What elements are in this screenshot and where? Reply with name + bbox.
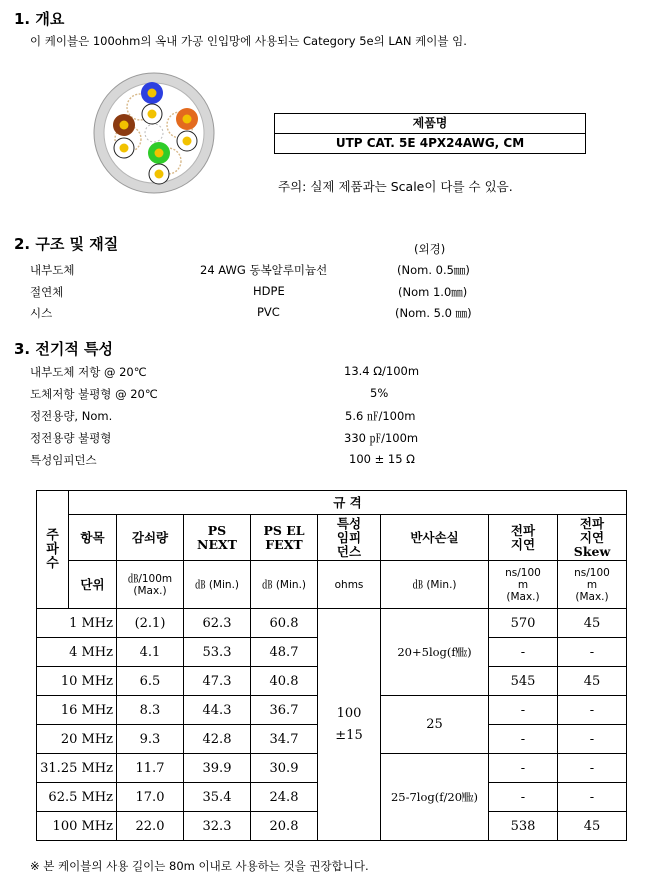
product-name-box bbox=[274, 113, 586, 154]
unit-cell: ohms bbox=[318, 561, 381, 609]
product-name-header: 제품명 bbox=[412, 116, 448, 130]
struct-material: 24 AWG 동복알루미늄선 bbox=[200, 263, 328, 277]
unit-cell: ns/100 m (Max.) bbox=[489, 561, 558, 609]
elec-value: 5.6 ㎋/100m bbox=[345, 409, 416, 423]
skew-cell: - bbox=[558, 696, 627, 725]
freq-cell: 4 MHz bbox=[37, 638, 117, 667]
elec-value: 5% bbox=[370, 386, 389, 400]
freq-cell: 20 MHz bbox=[37, 725, 117, 754]
struct-od: (Nom 1.0㎜) bbox=[398, 285, 468, 299]
attenuation-cell: 11.7 bbox=[117, 754, 184, 783]
freq-cell: 100 MHz bbox=[37, 812, 117, 841]
spec-table bbox=[36, 490, 627, 841]
struct-label: 절연체 bbox=[30, 285, 64, 299]
freq-cell: 16 MHz bbox=[37, 696, 117, 725]
pselfext-cell: 34.7 bbox=[251, 725, 318, 754]
delay-cell: 545 bbox=[489, 667, 558, 696]
skew-cell: - bbox=[558, 754, 627, 783]
pselfext-cell: 24.8 bbox=[251, 783, 318, 812]
pselfext-cell: 20.8 bbox=[251, 812, 318, 841]
freq-cell: 1 MHz bbox=[37, 609, 117, 638]
struct-material: PVC bbox=[257, 305, 280, 319]
struct-od: (Nom. 5.0 ㎜) bbox=[395, 306, 472, 320]
elec-label: 특성임피던스 bbox=[30, 453, 97, 467]
delay-cell: 570 bbox=[489, 609, 558, 638]
skew-cell: 45 bbox=[558, 812, 627, 841]
elec-label: 정전용량 불평형 bbox=[30, 431, 112, 445]
attenuation-cell: 6.5 bbox=[117, 667, 184, 696]
skew-cell: 45 bbox=[558, 609, 627, 638]
freq-cell: 62.5 MHz bbox=[37, 783, 117, 812]
pselfext-header: PS EL FEXT bbox=[251, 515, 318, 561]
elec-value: 100 ± 15 Ω bbox=[349, 452, 415, 466]
spec-title: 규 격 bbox=[69, 491, 627, 515]
psnext-cell: 62.3 bbox=[184, 609, 251, 638]
attenuation-cell: 22.0 bbox=[117, 812, 184, 841]
elec-label: 도체저항 불평형 @ 20℃ bbox=[30, 387, 158, 401]
elec-label: 내부도체 저항 @ 20℃ bbox=[30, 365, 147, 379]
struct-od: (Nom. 0.5㎜) bbox=[397, 263, 470, 277]
unit-cell: ㏈/100m (Max.) bbox=[117, 561, 184, 609]
delay-cell: - bbox=[489, 754, 558, 783]
scale-caution: 주의: 실제 제품과는 Scale이 다를 수 있음. bbox=[278, 179, 513, 194]
skew-cell: - bbox=[558, 638, 627, 667]
impedance-cell: 100 ±15 bbox=[318, 609, 381, 841]
product-name: UTP CAT. 5E 4PX24AWG, CM bbox=[275, 133, 585, 153]
return-loss-cell: 20+5log(f㎒) bbox=[381, 609, 489, 696]
psnext-header: PS NEXT bbox=[184, 515, 251, 561]
psnext-cell: 47.3 bbox=[184, 667, 251, 696]
table-row bbox=[37, 609, 627, 638]
section-3-title: 3. 전기적 특성 bbox=[14, 340, 114, 358]
struct-label: 시스 bbox=[30, 306, 53, 320]
section-2-title: 2. 구조 및 재질 bbox=[14, 235, 119, 253]
delay-cell: - bbox=[489, 638, 558, 667]
elec-value: 13.4 Ω/100m bbox=[344, 364, 420, 378]
skew-cell: - bbox=[558, 783, 627, 812]
usage-note: ※ 본 케이블의 사용 길이는 80m 이내로 사용하는 것을 권장합니다. bbox=[30, 859, 369, 873]
skew-header: 전파 지연 Skew bbox=[558, 515, 627, 561]
attenuation-cell: (2.1) bbox=[117, 609, 184, 638]
attenuation-cell: 4.1 bbox=[117, 638, 184, 667]
attenuation-cell: 17.0 bbox=[117, 783, 184, 812]
psnext-cell: 53.3 bbox=[184, 638, 251, 667]
freq-header: 주파수 bbox=[37, 491, 69, 609]
skew-cell: 45 bbox=[558, 667, 627, 696]
unit-label: 단위 bbox=[69, 561, 117, 609]
psnext-cell: 42.8 bbox=[184, 725, 251, 754]
struct-label: 내부도체 bbox=[30, 263, 75, 277]
unit-cell: ㏈ (Min.) bbox=[251, 561, 318, 609]
freq-cell: 10 MHz bbox=[37, 667, 117, 696]
psnext-cell: 39.9 bbox=[184, 754, 251, 783]
attenuation-cell: 8.3 bbox=[117, 696, 184, 725]
delay-cell: - bbox=[489, 783, 558, 812]
pselfext-cell: 60.8 bbox=[251, 609, 318, 638]
overview-text: 이 케이블은 100ohm의 옥내 가공 인입망에 사용되는 Category 5e의 LAN 케이블 임. bbox=[30, 34, 467, 48]
pselfext-cell: 40.8 bbox=[251, 667, 318, 696]
impedance-header: 특성 임피 던스 bbox=[318, 515, 381, 561]
attenuation-cell: 9.3 bbox=[117, 725, 184, 754]
return-loss-cell: 25-7log(f/20㎒) bbox=[381, 754, 489, 841]
delay-cell: 538 bbox=[489, 812, 558, 841]
return-loss-header: 반사손실 bbox=[381, 515, 489, 561]
psnext-cell: 44.3 bbox=[184, 696, 251, 725]
unit-cell: ㏈ (Min.) bbox=[381, 561, 489, 609]
attenuation-header: 감쇠량 bbox=[117, 515, 184, 561]
pselfext-cell: 36.7 bbox=[251, 696, 318, 725]
pselfext-cell: 48.7 bbox=[251, 638, 318, 667]
delay-cell: - bbox=[489, 696, 558, 725]
psnext-cell: 35.4 bbox=[184, 783, 251, 812]
psnext-cell: 32.3 bbox=[184, 812, 251, 841]
item-label: 항목 bbox=[69, 515, 117, 561]
elec-label: 정전용량, Nom. bbox=[30, 409, 113, 423]
od-header: (외경) bbox=[414, 242, 446, 256]
return-loss-cell: 25 bbox=[381, 696, 489, 754]
struct-material: HDPE bbox=[253, 284, 285, 298]
delay-header: 전파 지연 bbox=[489, 515, 558, 561]
unit-cell: ㏈ (Min.) bbox=[184, 561, 251, 609]
unit-cell: ns/100 m (Max.) bbox=[558, 561, 627, 609]
elec-value: 330 ㎊/100m bbox=[344, 431, 419, 445]
freq-cell: 31.25 MHz bbox=[37, 754, 117, 783]
section-1-title: 1. 개요 bbox=[14, 10, 65, 28]
skew-cell: - bbox=[558, 725, 627, 754]
cable-cross-section-icon bbox=[88, 69, 220, 197]
pselfext-cell: 30.9 bbox=[251, 754, 318, 783]
delay-cell: - bbox=[489, 725, 558, 754]
